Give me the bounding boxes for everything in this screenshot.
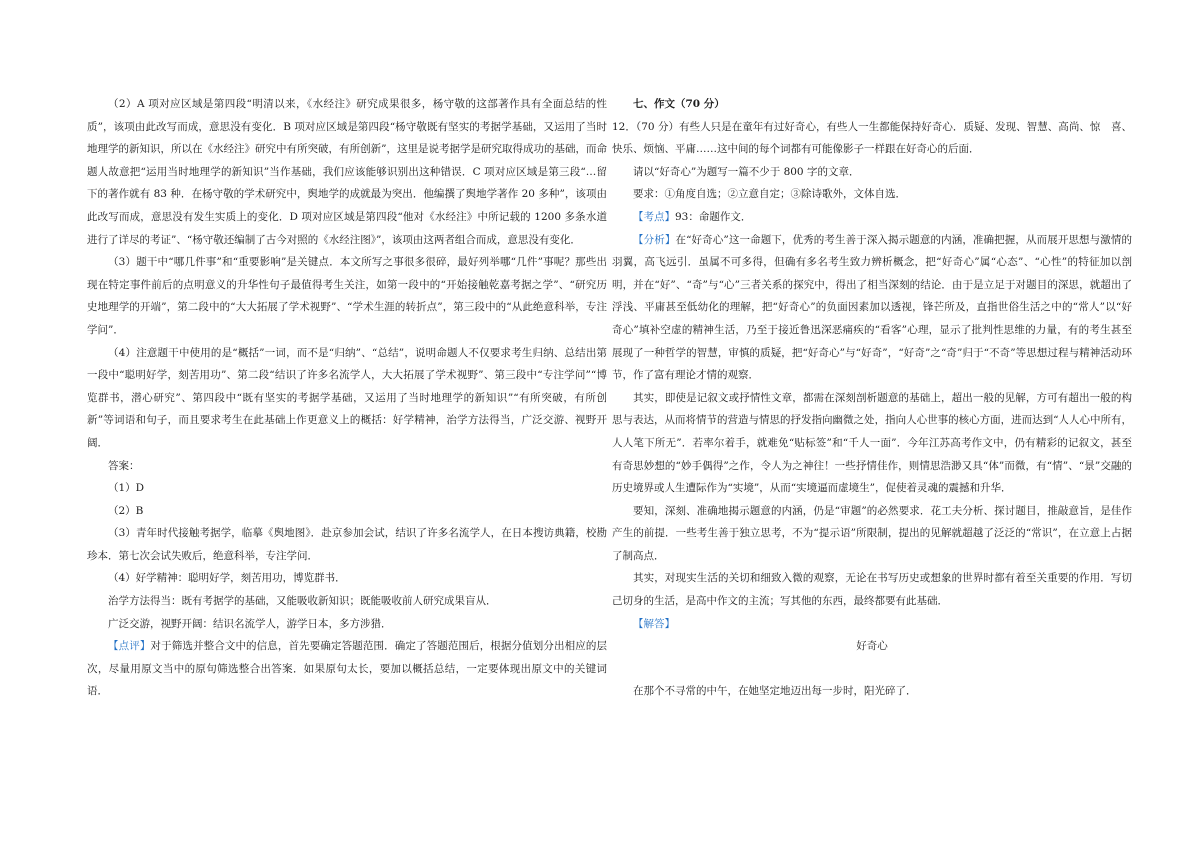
section-title: 七、作文（70 分） [633, 98, 725, 110]
answer-4-method: 治学方法得当：既有考据学的基础，又能吸收新知识；既能吸收前人研究成果盲从． [108, 595, 497, 608]
fenxi-paragraph [612, 229, 1132, 387]
analysis-item-2: （2）A 项对应区域是第四段“明清以来，《水经注》研究成果很多，杨守敬的这部著作具有全面总结的性质”，该项由此改写而成，意思没有变化．B 项对应区域是第四段“杨守敬既有坚实的考据学基础，又运用了当时地理学的新知识，所以在《水经注》研究中有所突破，有所创新”，这里是说考据学是研究取得成功的基础，而命题人故意把“运用当时地理学的新知识”当作基础，我们应该能够识别出这种错误．C 项对应区域是第三段“…留下的著作就有 83 种．在杨守敬的学术研究中，舆地学的成就最为突出．他编撰了舆地学著作 20 多种”，该项由此改写而成，意思没有发生实质上的变化．D 项对应区域是第四段“他对《水经注》中所记载的 1200 多条水道进行了详尽的考证”、“杨守敬还编制了古今对照的《水经注图》”，该项由这两者组合而成，意思没有变化． [87, 98, 607, 246]
analysis-paragraph-3: 要知，深刻、准确地揭示题意的内涵，仍是“审题”的必然要求．花工夫分析、探讨题目，推敲意旨，是佳作产生的前提．一些考生善于独立思考，不为“提示语”所限制，提出的见解就超越了泛泛的“常识”，在立意上占据了制高点． [612, 504, 1132, 562]
question-12: 12．（70 分）有些人只是在童年有过好奇心，有些人一生都能保持好奇心．质疑、发现、智慧、高尚、惊 喜、快乐、烦恼、平庸……这中间的每个词都有可能像影子一样跟在好奇心的后面． [612, 120, 1132, 156]
answer-3: （3）青年时代接触考据学，临摹《舆地图》．赴京参加会试，结识了许多名流学人，在日本搜访典籍，校勘珍本．第七次会试失败后，绝意科举，专注学问． [87, 527, 607, 562]
review-paragraph [87, 635, 607, 703]
analysis-paragraph-4: 其实，对现实生活的关切和细致入微的观察，无论在书写历史或想象的世界时都有着至关重要的作用．写切己切身的生活，是高中作文的主流；写其他的东西，最终都要有此基础． [612, 572, 1132, 608]
answer-4: （4）好学精神：聪明好学，刻苦用功，博览群书． [108, 572, 346, 585]
essay-title: 好奇心 [856, 640, 888, 653]
answer-label: 答案： [108, 459, 140, 472]
kaodian-tag: 【考点】 [633, 210, 675, 223]
essay-first-line: 在那个不寻常的中午，在她坚定地迈出每一步时，阳光碎了． [633, 685, 917, 698]
analysis-item-4: （4）注意题干中使用的是“概括”一词，而不是“归纳”、“总结”，说明命题人不仅要求考生归纳、总结出第一段中“聪明好学，刻苦用功”、第二段“结识了许多名流学人，大大拓展了学术视野”、第三段中“专注学问”“博览群书，潜心研究”、第四段中“既有坚实的考据学基础，又运用了当时地理学的新知识”“有所突破，有所创新”等词语和句子，而且要求考生在此基础上作更意义上的概括：好学精神，治学方法得当，广泛交游、视野开阔． [87, 346, 607, 449]
answer-4-vision: 广泛交游，视野开阔：结识名流学人，游学日本，多方涉猎． [108, 617, 392, 630]
review-text: 对于筛选并整合文中的信息，首先要确定答题范围．确定了答题范围后，根据分值划分出相应的层次，尽量用原文当中的原句筛选整合出答案．如果原句太长，要加以概括总结，一定要体现出原文中的关键词语． [87, 640, 608, 698]
review-tag: 【点评】 [108, 640, 151, 653]
right-column [612, 93, 1132, 703]
answer-1: （1）D [108, 482, 145, 495]
analysis-item-3: （3）题干中“哪几件事”和“重要影响”是关键点．本文所写之事很多很碎，最好列举哪“几件”事呢？那些出现在特定事件前后的点明意义的升华性句子最值得考生关注，如第一段中的“开始接触乾嘉考据之学”、“研究历史地理学的开端”，第二段中的“大大拓展了学术视野”、“学术生涯的转折点”，第三段中的“从此绝意科举，专注学问”． [87, 256, 607, 336]
kaodian-text: 93：命题作文． [675, 210, 752, 223]
question-12-requirements: 要求：①角度自选；②立意自定；③除诗歌外，文体自选． [633, 188, 906, 201]
analysis-paragraph-2: 其实，即使是记叙文或抒情性文章，都需在深刻剖析题意的基础上，超出一般的见解，方可有超出一般的构思与表达，从而将情节的营造与情思的抒发指向幽微之处，指向人心世事的核心方面，进而达到“人人心中所有，人人笔下所无”．若率尔着手，就难免“贴标签”和“千人一面”．今年江苏高考作文中，仍有精彩的记叙文，甚至有奇思妙想的“妙手偶得”之作，令人为之神往！一些抒情佳作，则情思浩渺又具“体”而微，有“情”、“景”交融的历史境界或人生遭际作为“实境”，从而“实境逼而虚境生”，促使着灵魂的震撼和升华． [612, 391, 1132, 495]
answer-2: （2）B [108, 504, 144, 517]
fenxi-tag: 【分析】 [633, 233, 676, 246]
kaodian-paragraph [612, 206, 1132, 229]
question-12-task: 请以“好奇心”为题写一篇不少于 800 字的文章． [633, 165, 860, 178]
fenxi-text: 在“好奇心”这一命题下，优秀的考生善于深入揭示题意的内涵，准确把握，从而展开思想与激情的羽翼，高飞远引．虽属不可多得，但确有多名考生致力辨析概念，把“好奇心”属“心态”、“心性”的特征加以剖明，并在“好”、“奇”与“心”三者关系的探究中，得出了相当深刻的结论．由于是立足于对题目的深思，就超出了浮浅、平庸甚至低幼化的理解，把“好奇心”的负面因素加以透视，锋芒所及，直指世俗生活之中的“常人”以“好奇心”填补空虚的精神生活，乃至于接近鲁迅深恶痛疾的“看客”心理，显示了批判性思维的力量，有的考生甚至展现了一种哲学的智慧，审慎的质疑，把“好奇心”与“好奇”，“好奇”之“奇”归于“不奇”等思想过程与精神活动环节，作了富有理论才情的观察． [612, 233, 1133, 382]
jieda-tag: 【解答】 [633, 617, 675, 630]
left-column [87, 93, 607, 703]
blank-line [612, 658, 1132, 681]
